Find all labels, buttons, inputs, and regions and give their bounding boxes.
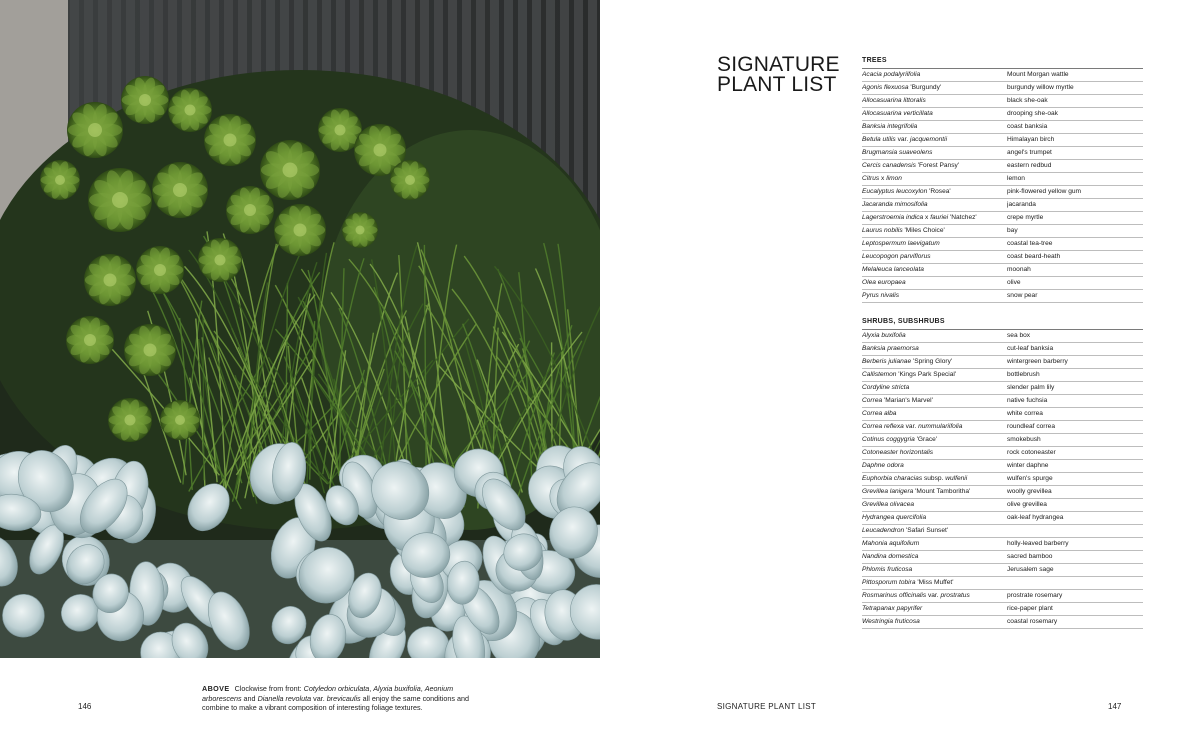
garden-photo bbox=[0, 0, 600, 658]
plant-row bbox=[862, 95, 1143, 108]
botanical-name bbox=[862, 108, 1007, 120]
botanical-name-part: Mahonia aquifolium bbox=[862, 540, 920, 547]
botanical-name-part: Alyxia buxifolia bbox=[862, 332, 906, 339]
botanical-name-part: Eucalyptus leucoxylon bbox=[862, 188, 928, 195]
botanical-name bbox=[862, 330, 1007, 342]
plant-row bbox=[862, 447, 1143, 460]
botanical-name-part: 'Burgundy' bbox=[908, 84, 942, 91]
caption-part: brevicaulis bbox=[326, 693, 361, 703]
common-name: snow pear bbox=[1007, 292, 1038, 299]
botanical-name-part: Correa reflexa bbox=[862, 423, 904, 430]
botanical-name-part: x bbox=[879, 175, 887, 182]
botanical-name bbox=[862, 225, 1007, 237]
plant-row bbox=[862, 186, 1143, 199]
common-name: cut-leaf banksia bbox=[1007, 345, 1054, 352]
common-name: rock cotoneaster bbox=[1007, 449, 1056, 456]
botanical-name bbox=[862, 564, 1007, 576]
botanical-name-part: 'Kings Park Special' bbox=[896, 371, 957, 378]
botanical-name bbox=[862, 251, 1007, 263]
succulent-garden-image bbox=[0, 0, 600, 658]
plant-row bbox=[862, 577, 1143, 590]
plant-row bbox=[862, 173, 1143, 186]
plant-row bbox=[862, 356, 1143, 369]
botanical-name-part: 'Safari Sunset' bbox=[904, 527, 949, 534]
botanical-name-part: Citrus bbox=[862, 175, 880, 182]
common-name: moonah bbox=[1007, 266, 1031, 273]
plant-row bbox=[862, 238, 1143, 251]
common-name: lemon bbox=[1007, 175, 1025, 182]
botanical-name bbox=[862, 343, 1007, 355]
caption-part: Aeonium arborescens bbox=[202, 684, 454, 703]
common-name: angel's trumpet bbox=[1007, 149, 1052, 156]
botanical-name bbox=[862, 173, 1007, 185]
common-name: sea box bbox=[1007, 332, 1031, 339]
botanical-name-part: nummulariifolia bbox=[918, 423, 963, 430]
botanical-name-part: x bbox=[923, 214, 931, 221]
common-name: white correa bbox=[1007, 410, 1043, 417]
botanical-name bbox=[862, 447, 1007, 459]
plant-row bbox=[862, 616, 1143, 629]
plant-row bbox=[862, 330, 1143, 343]
common-name: sacred bamboo bbox=[1007, 553, 1053, 560]
common-name: woolly grevillea bbox=[1007, 488, 1052, 495]
common-name: holly-leaved barberry bbox=[1007, 540, 1069, 547]
botanical-name bbox=[862, 408, 1007, 420]
page-title-line-1: SIGNATURE bbox=[717, 53, 840, 76]
common-name: drooping she-oak bbox=[1007, 110, 1058, 117]
common-name: native fuchsia bbox=[1007, 397, 1048, 404]
caption-part: , bbox=[420, 684, 425, 693]
botanical-name bbox=[862, 486, 1007, 498]
botanical-name-part: Daphne odora bbox=[862, 462, 904, 469]
botanical-name bbox=[862, 356, 1007, 368]
botanical-name-part: 'Natchez' bbox=[948, 214, 977, 221]
common-name: pink-flowered yellow gum bbox=[1007, 188, 1082, 195]
botanical-name-part: Allocasuarina verticillata bbox=[862, 110, 933, 117]
botanical-name-part: Grevillea olivacea bbox=[862, 501, 915, 508]
caption-body bbox=[202, 684, 469, 712]
botanical-name-part: Hydrangea quercifolia bbox=[862, 514, 927, 521]
botanical-name bbox=[862, 616, 1007, 628]
botanical-name-part: Banksia integrifolia bbox=[862, 123, 918, 130]
botanical-name-part: Banksia praemorsa bbox=[862, 345, 919, 352]
botanical-name bbox=[862, 525, 1007, 537]
botanical-name bbox=[862, 69, 1007, 81]
botanical-name-part: Brugmansia suaveolens bbox=[862, 149, 933, 156]
botanical-name bbox=[862, 199, 1007, 211]
botanical-name-part: Pyrus nivalis bbox=[862, 292, 900, 299]
botanical-name-part: Betula utilis bbox=[862, 136, 896, 143]
caption-part: Cotyledon orbiculata bbox=[303, 684, 370, 693]
plant-row bbox=[862, 343, 1143, 356]
common-name: slender palm lily bbox=[1007, 384, 1055, 391]
plant-row bbox=[862, 134, 1143, 147]
plant-row bbox=[862, 590, 1143, 603]
caption-part: , bbox=[369, 684, 374, 693]
botanical-name-part: Cordyline stricta bbox=[862, 384, 910, 391]
common-name: Himalayan birch bbox=[1007, 136, 1055, 143]
botanical-name-part: Laurus nobilis bbox=[862, 227, 903, 234]
botanical-name-part: var. bbox=[895, 136, 911, 143]
botanical-name bbox=[862, 264, 1007, 276]
caption-part: Dianella revoluta bbox=[257, 693, 312, 703]
plant-row bbox=[862, 551, 1143, 564]
botanical-name bbox=[862, 121, 1007, 133]
botanical-name bbox=[862, 95, 1007, 107]
botanical-name bbox=[862, 147, 1007, 159]
plant-row bbox=[862, 121, 1143, 134]
botanical-name-part: Pittosporum tobira bbox=[862, 579, 916, 586]
botanical-name bbox=[862, 551, 1007, 563]
botanical-name bbox=[862, 473, 1007, 485]
botanical-name-part: 'Miles Choice' bbox=[902, 227, 945, 234]
botanical-name-part: 'Mount Tamboritha' bbox=[913, 488, 971, 495]
botanical-name-part: Leucadendron bbox=[862, 527, 905, 534]
common-name: coastal tea-tree bbox=[1007, 240, 1053, 247]
common-name: coast banksia bbox=[1007, 123, 1048, 130]
plant-row bbox=[862, 434, 1143, 447]
common-name: burgundy willow myrtle bbox=[1007, 84, 1074, 91]
botanical-name bbox=[862, 277, 1007, 289]
botanical-name-part: 'Marian's Marvel' bbox=[882, 397, 933, 404]
common-name: Mount Morgan wattle bbox=[1007, 71, 1069, 78]
plant-row bbox=[862, 225, 1143, 238]
common-name bbox=[1007, 577, 1143, 589]
botanical-name-part: prostratus bbox=[940, 592, 970, 599]
botanical-name bbox=[862, 290, 1007, 302]
botanical-name-part: 'Forest Pansy' bbox=[915, 162, 960, 169]
plant-row bbox=[862, 251, 1143, 264]
plant-row bbox=[862, 69, 1143, 82]
common-name bbox=[1007, 525, 1143, 537]
botanical-name-part: Nandina domestica bbox=[862, 553, 919, 560]
botanical-name-part: Jacaranda mimosifolia bbox=[862, 201, 928, 208]
botanical-name bbox=[862, 369, 1007, 381]
plant-row bbox=[862, 564, 1143, 577]
plant-row bbox=[862, 512, 1143, 525]
botanical-name-part: Correa alba bbox=[862, 410, 897, 417]
botanical-name bbox=[862, 382, 1007, 394]
plant-row bbox=[862, 460, 1143, 473]
common-name: black she-oak bbox=[1007, 97, 1048, 104]
plant-row bbox=[862, 421, 1143, 434]
botanical-name-part: Callistemon bbox=[862, 371, 897, 378]
plant-row bbox=[862, 290, 1143, 303]
botanical-name-part: jacquemontii bbox=[910, 136, 948, 143]
botanical-name-part: 'Miss Muffet' bbox=[915, 579, 954, 586]
common-name: olive bbox=[1007, 279, 1021, 286]
botanical-name-part: Westringia fruticosa bbox=[862, 618, 920, 625]
botanical-name bbox=[862, 186, 1007, 198]
botanical-name bbox=[862, 460, 1007, 472]
botanical-name-part: Acacia podalyriifolia bbox=[862, 71, 921, 78]
page-title bbox=[717, 55, 857, 95]
plant-row bbox=[862, 525, 1143, 538]
botanical-name-part: subsp. bbox=[922, 475, 946, 482]
common-name: coastal rosemary bbox=[1007, 618, 1058, 625]
botanical-name-part: Cotoneaster horizontalis bbox=[862, 449, 934, 456]
botanical-name bbox=[862, 212, 1007, 224]
shrubs-list bbox=[862, 317, 1143, 629]
plant-row bbox=[862, 82, 1143, 95]
plant-row bbox=[862, 538, 1143, 551]
botanical-name-part: Phlomis fruticosa bbox=[862, 566, 913, 573]
section-heading-trees: TREES bbox=[862, 56, 1143, 69]
common-name: Jerusalem sage bbox=[1007, 566, 1054, 573]
botanical-name-part: Correa bbox=[862, 397, 883, 404]
botanical-name-part: Leptospermum laevigatum bbox=[862, 240, 940, 247]
botanical-name-part: Allocasuarina littoralis bbox=[862, 97, 926, 104]
plant-row bbox=[862, 160, 1143, 173]
plant-row bbox=[862, 473, 1143, 486]
common-name: jacaranda bbox=[1007, 201, 1036, 208]
botanical-name-part: Leucopogon parviflorus bbox=[862, 253, 931, 260]
plant-row bbox=[862, 382, 1143, 395]
botanical-name-part: Melaleuca lanceolata bbox=[862, 266, 924, 273]
page-title-line-2: PLANT LIST bbox=[717, 73, 837, 96]
common-name: rice-paper plant bbox=[1007, 605, 1053, 612]
plant-row bbox=[862, 395, 1143, 408]
botanical-name-part: Lagerstroemia indica bbox=[862, 214, 924, 221]
botanical-name bbox=[862, 538, 1007, 550]
plant-row bbox=[862, 264, 1143, 277]
plant-row bbox=[862, 199, 1143, 212]
trees-list bbox=[862, 56, 1143, 303]
botanical-name bbox=[862, 160, 1007, 172]
common-name: wulfen's spurge bbox=[1007, 475, 1053, 482]
page-number-left: 146 bbox=[78, 702, 92, 711]
page-number-right: 147 bbox=[1108, 702, 1122, 711]
plant-row bbox=[862, 486, 1143, 499]
botanical-name bbox=[862, 82, 1007, 94]
botanical-name-part: 'Spring Glory' bbox=[911, 358, 953, 365]
common-name: eastern redbud bbox=[1007, 162, 1052, 169]
botanical-name bbox=[862, 590, 1007, 602]
common-name: coast beard-heath bbox=[1007, 253, 1061, 260]
botanical-name-part: 'Grace' bbox=[914, 436, 938, 443]
caption-lead: ABOVE bbox=[202, 684, 230, 693]
plant-row bbox=[862, 603, 1143, 616]
botanical-name-part: Tetrapanax papyrifer bbox=[862, 605, 923, 612]
botanical-name-part: var. bbox=[903, 423, 919, 430]
plant-row bbox=[862, 108, 1143, 121]
caption-part: all enjoy the same conditions and combine to make a vibrant composition of interesting foliage textures. bbox=[202, 693, 469, 713]
common-name: olive grevillea bbox=[1007, 501, 1047, 508]
botanical-name-part: wulfenii bbox=[945, 475, 968, 482]
botanical-name-part: Euphorbia characias bbox=[862, 475, 923, 482]
caption-part: Clockwise from front: bbox=[234, 684, 304, 693]
plant-row bbox=[862, 369, 1143, 382]
plant-row bbox=[862, 408, 1143, 421]
common-name: wintergreen barberry bbox=[1007, 358, 1068, 365]
botanical-name-part: 'Rosea' bbox=[927, 188, 951, 195]
photo-caption bbox=[202, 684, 472, 713]
botanical-name-part: Agonis flexuosa bbox=[862, 84, 909, 91]
botanical-name-part: limon bbox=[886, 175, 902, 182]
botanical-name bbox=[862, 434, 1007, 446]
common-name: winter daphne bbox=[1007, 462, 1049, 469]
botanical-name bbox=[862, 238, 1007, 250]
trees-rows bbox=[862, 69, 1143, 303]
botanical-name bbox=[862, 395, 1007, 407]
caption-part: Alyxia buxifolia bbox=[373, 684, 421, 693]
plant-row bbox=[862, 212, 1143, 225]
caption-part: var. bbox=[311, 693, 327, 703]
botanical-name-part: Cotinus coggygria bbox=[862, 436, 915, 443]
common-name: crepe myrtle bbox=[1007, 214, 1044, 221]
common-name: smokebush bbox=[1007, 436, 1041, 443]
common-name: bottlebrush bbox=[1007, 371, 1040, 378]
botanical-name bbox=[862, 512, 1007, 524]
botanical-name-part: Grevillea lanigera bbox=[862, 488, 914, 495]
running-head: SIGNATURE PLANT LIST bbox=[717, 702, 817, 711]
caption-part: and bbox=[241, 693, 258, 703]
common-name: oak-leaf hydrangea bbox=[1007, 514, 1064, 521]
botanical-name-part: Olea europaea bbox=[862, 279, 906, 286]
botanical-name bbox=[862, 499, 1007, 511]
plant-row bbox=[862, 277, 1143, 290]
shrubs-rows bbox=[862, 330, 1143, 629]
botanical-name-part: Cercis canadensis bbox=[862, 162, 916, 169]
botanical-name bbox=[862, 603, 1007, 615]
common-name: bay bbox=[1007, 227, 1018, 234]
botanical-name bbox=[862, 134, 1007, 146]
plant-row bbox=[862, 147, 1143, 160]
common-name: prostrate rosemary bbox=[1007, 592, 1063, 599]
botanical-name-part: Berberis julianae bbox=[862, 358, 912, 365]
botanical-name bbox=[862, 421, 1007, 433]
botanical-name-part: var. bbox=[926, 592, 941, 599]
botanical-name-part: fauriei bbox=[930, 214, 949, 221]
plant-row bbox=[862, 499, 1143, 512]
common-name: roundleaf correa bbox=[1007, 423, 1056, 430]
botanical-name bbox=[862, 577, 1007, 589]
botanical-name-part: Rosmarinus officinalis bbox=[862, 592, 927, 599]
section-heading-shrubs: SHRUBS, SUBSHRUBS bbox=[862, 317, 1143, 330]
